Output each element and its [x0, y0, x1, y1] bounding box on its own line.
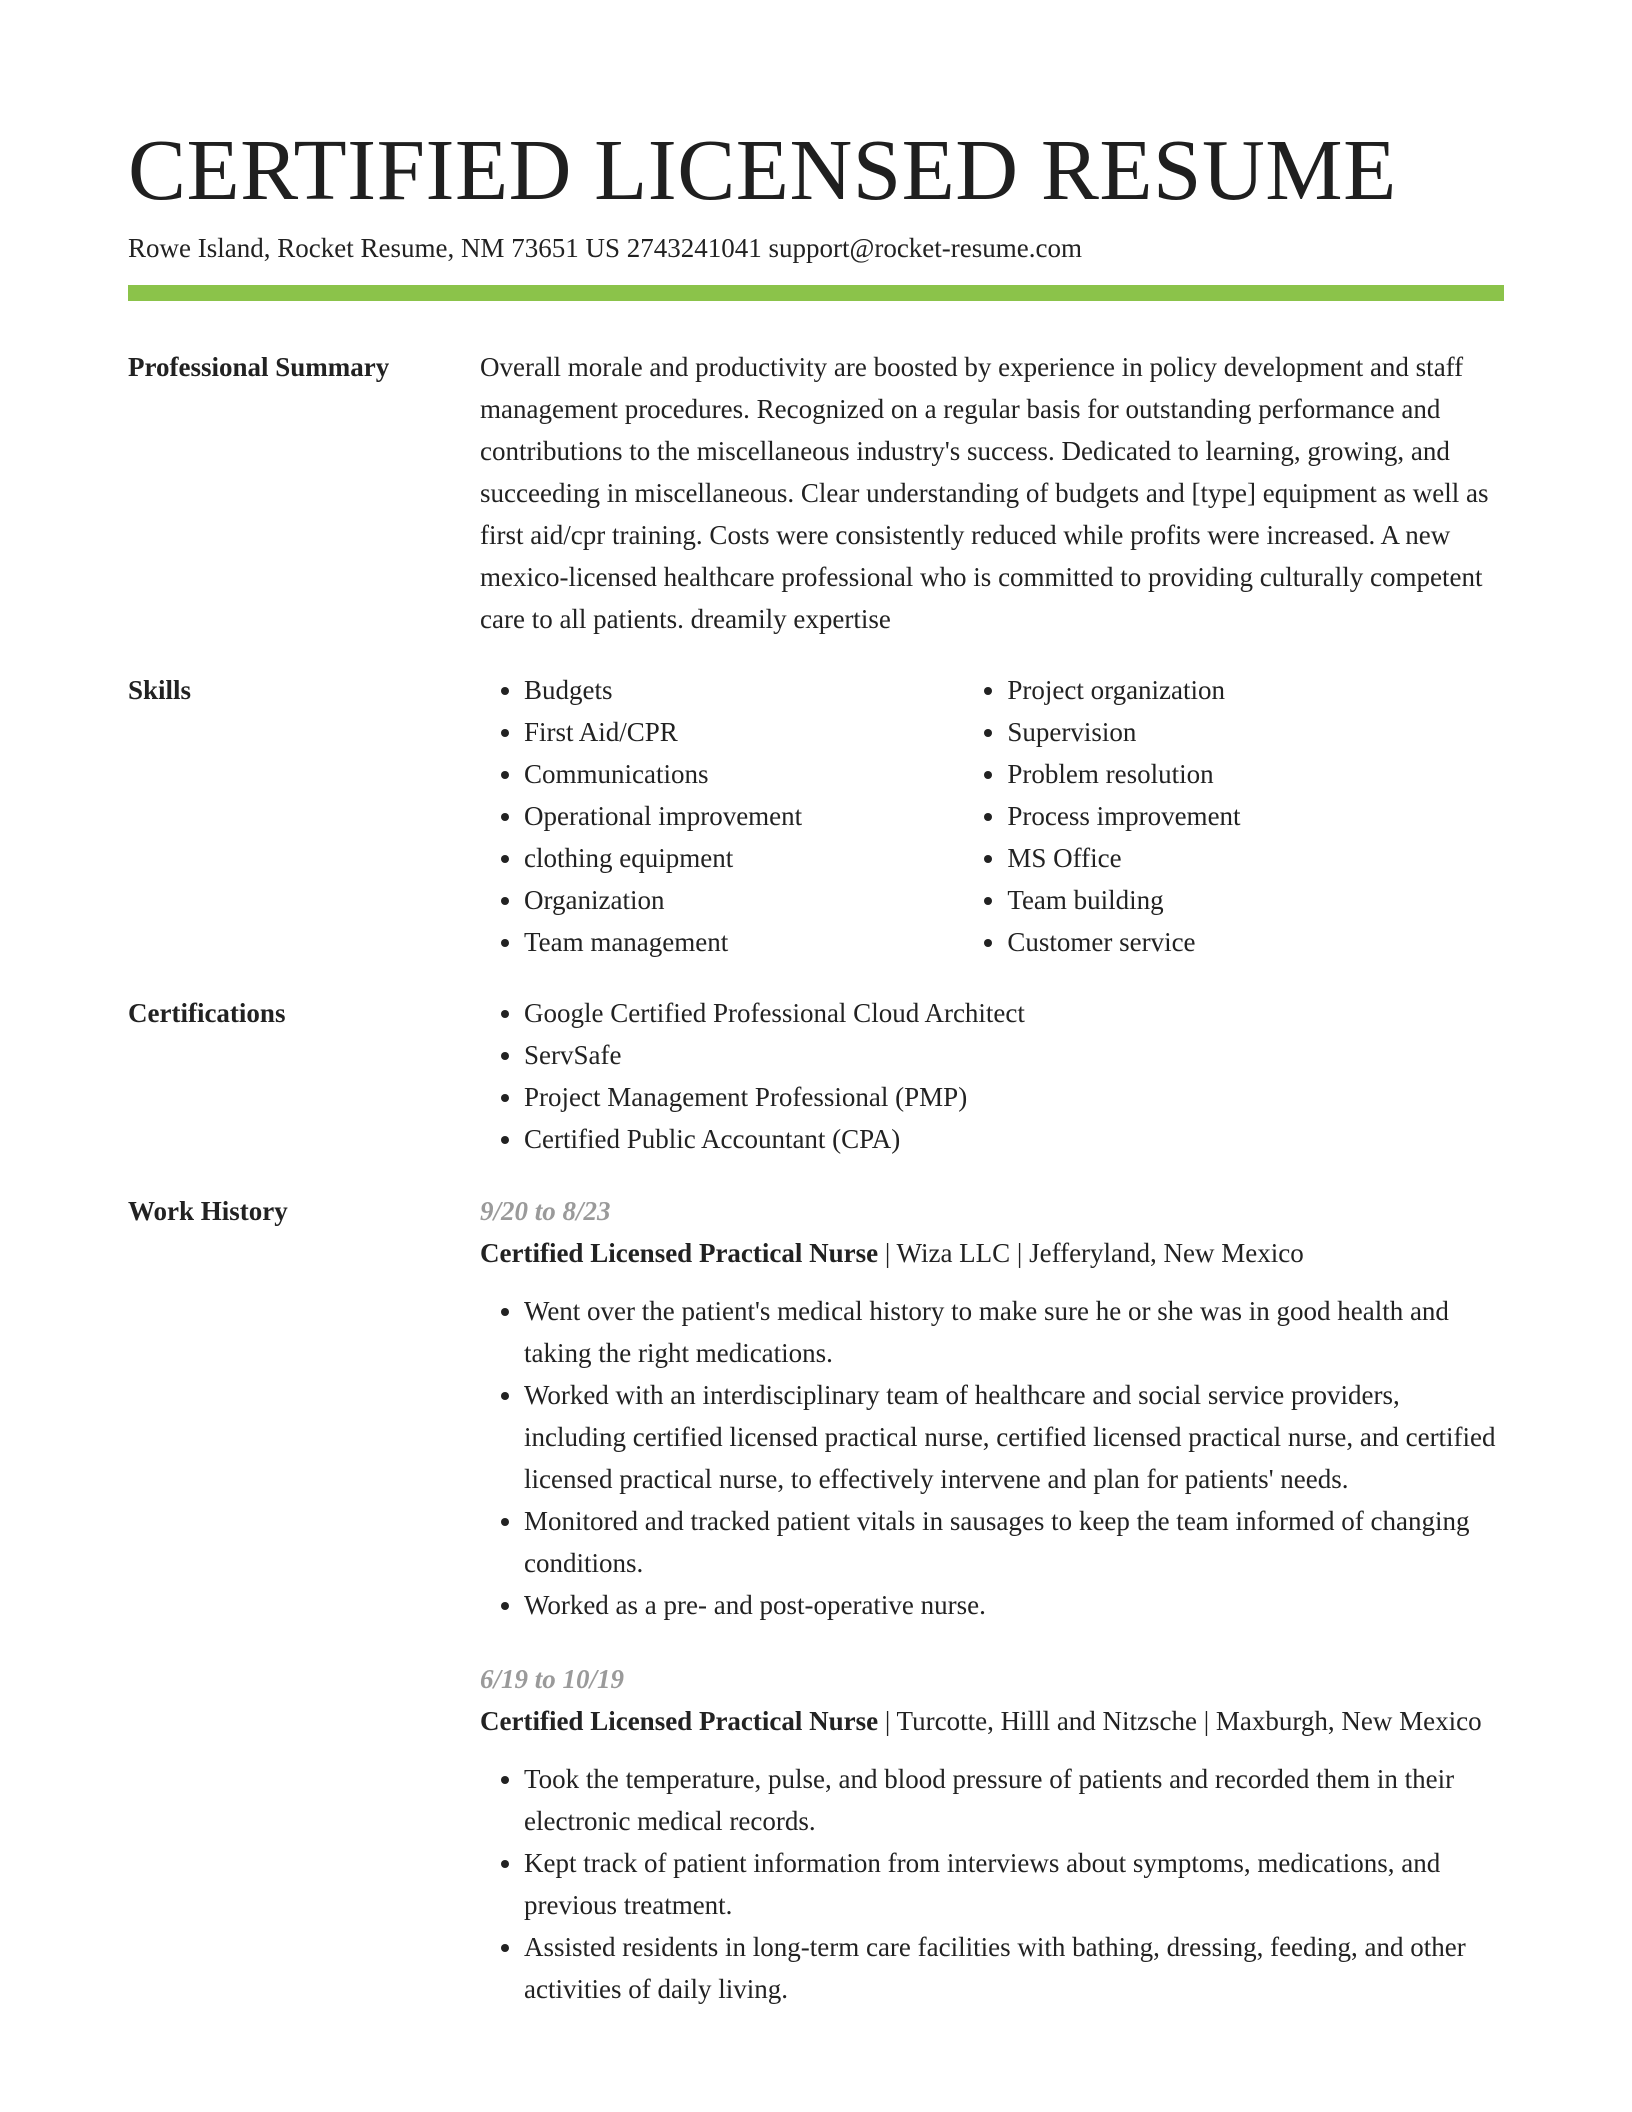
skills-columns — [480, 669, 1504, 963]
job-dates: 9/20 to 8/23 — [480, 1196, 611, 1226]
skill-item: • Organization — [524, 879, 963, 921]
skill-item: • First Aid/CPR — [524, 711, 963, 753]
job-bullet: • Monitored and tracked patient vitals in sausages to keep the team informed of changing conditions. — [524, 1500, 1504, 1584]
skills-body — [480, 669, 1504, 963]
job-bullet: • Went over the patient's medical history to make sure he or she was in good health and taking the right medications. — [524, 1290, 1504, 1374]
job-bullets — [480, 1758, 1504, 2010]
certification-item: • Google Certified Professional Cloud Architect — [524, 992, 1504, 1034]
job-title: Certified Licensed Practical Nurse — [480, 1238, 879, 1268]
job-dates: 6/19 to 10/19 — [480, 1664, 625, 1694]
contact-line: Rowe Island, Rocket Resume, NM 73651 US 2743241041 support@rocket-resume.com — [128, 233, 1082, 263]
skill-item: • Customer service — [1007, 921, 1504, 963]
job-entry — [480, 1658, 1504, 2010]
summary-text: Overall morale and productivity are boosted by experience in policy development and staff management procedures. Recognized on a regular basis for outstanding performance and contributions to the miscellaneous industry's success. Dedicated to learning, growing, and succeeding in miscellaneous. Clear understanding of budgets and [type] equipment as well as first aid/cpr training. Costs were consistently reduced while profits were increased. A new mexico-licensed healthcare professional who is committed to providing culturally competent care to all patients. dreamily expertise — [480, 352, 1489, 634]
resume-title: CERTIFIED LICENSED RESUME — [128, 121, 1397, 218]
skill-item: • Communications — [524, 753, 963, 795]
certification-item: • Project Management Professional (PMP) — [524, 1076, 1504, 1118]
certification-item: • Certified Public Accountant (CPA) — [524, 1118, 1504, 1160]
skill-item: • Team building — [1007, 879, 1504, 921]
summary-label: Professional Summary — [128, 352, 390, 382]
job-bullet: • Assisted residents in long-term care facilities with bathing, dressing, feeding, and other activities of daily living. — [524, 1926, 1504, 2010]
skill-item: • Budgets — [524, 669, 963, 711]
job-entry — [480, 1190, 1504, 1626]
skills-label: Skills — [128, 675, 192, 705]
skill-item: • Process improvement — [1007, 795, 1504, 837]
job-bullet: • Took the temperature, pulse, and blood pressure of patients and recorded them in their electronic medical records. — [524, 1758, 1504, 1842]
skill-item: • Project organization — [1007, 669, 1504, 711]
skill-item: • Team management — [524, 921, 963, 963]
work-history-label: Work History — [128, 1196, 288, 1226]
job-details: | Turcotte, Hilll and Nitzsche | Maxburgh, New Mexico — [878, 1706, 1482, 1736]
accent-rule — [128, 285, 1504, 301]
job-heading — [480, 1232, 1504, 1274]
work-history-body — [480, 1190, 1504, 2010]
certification-item: • ServSafe — [524, 1034, 1504, 1076]
skill-item: • Problem resolution — [1007, 753, 1504, 795]
job-bullet: • Worked as a pre- and post-operative nurse. — [524, 1584, 1504, 1626]
job-bullet: • Worked with an interdisciplinary team of healthcare and social service providers, including certified licensed practical nurse, certified licensed practical nurse, and certified licensed practical nurse, to effectively intervene and plan for patients' needs. — [524, 1374, 1504, 1500]
job-bullet: • Kept track of patient information from interviews about symptoms, medications, and previous treatment. — [524, 1842, 1504, 1926]
skill-item: • Supervision — [1007, 711, 1504, 753]
skill-item: • clothing equipment — [524, 837, 963, 879]
skill-item: • MS Office — [1007, 837, 1504, 879]
skill-item: • Operational improvement — [524, 795, 963, 837]
certifications-body — [480, 992, 1504, 1160]
job-heading — [480, 1700, 1504, 1742]
job-bullets — [480, 1290, 1504, 1626]
skills-list-right — [963, 669, 1504, 963]
job-title: Certified Licensed Practical Nurse — [480, 1706, 879, 1736]
certifications-list — [480, 992, 1504, 1160]
job-details: | Wiza LLC | Jefferyland, New Mexico — [878, 1238, 1304, 1268]
certifications-label: Certifications — [128, 998, 286, 1028]
skills-list-left — [480, 669, 963, 963]
summary-body — [480, 346, 1504, 640]
